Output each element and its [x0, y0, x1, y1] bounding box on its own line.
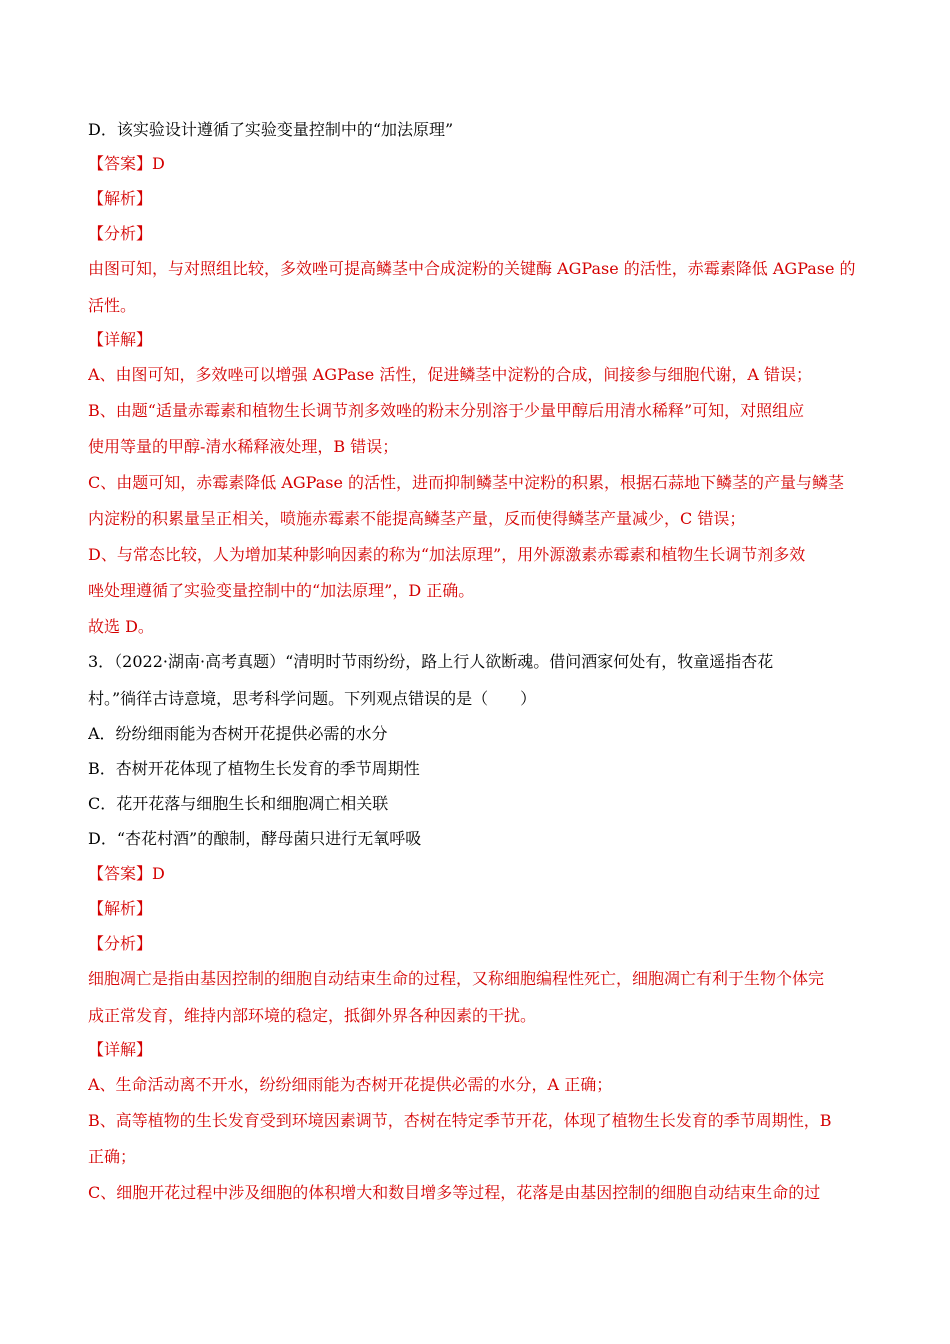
q3-answer-line	[88, 863, 864, 885]
q3-detail-b-line-2: 正确；	[88, 1147, 137, 1166]
q3-option-d: D．“杏花村酒”的酿制，酵母菌只进行无氧呼吸	[88, 829, 422, 848]
answer-value: D	[152, 864, 165, 883]
q2-detail-c-line-1: C、由题可知，赤霉素降低 AGPase 的活性，进而抑制鳞茎中淀粉的积累，根据石蒜地下鳞茎的产量与鳞茎	[88, 473, 845, 492]
q3-detail-b-line-1: B、高等植物的生长发育受到环境因素调节，杏树在特定季节开花，体现了植物生长发育的季节周期性，B	[88, 1111, 832, 1130]
q2-detail-c-line-2: 内淀粉的积累量呈正相关，喷施赤霉素不能提高鳞茎产量，反而使得鳞茎产量减少，C 错误；	[88, 509, 746, 528]
q2-detail-a: A、由图可知，多效唑可以增强 AGPase 活性，促进鳞茎中淀粉的合成，间接参与细胞代谢，A 错误；	[88, 365, 812, 384]
q3-option-b: B．杏树开花体现了植物生长发育的季节周期性	[88, 759, 420, 778]
q2-analysis-line-1: 由图可知，与对照组比较，多效唑可提高鳞茎中合成淀粉的关键酶 AGPase 的活性，赤霉素降低 AGPase 的	[88, 259, 856, 278]
answer-tag: 【答案】	[88, 154, 153, 173]
q3-detail-c-line-1: C、细胞开花过程中涉及细胞的体积增大和数目增多等过程，花落是由基因控制的细胞自动结束生命的过	[88, 1183, 821, 1202]
q3-analysis-line-1: 细胞凋亡是指由基因控制的细胞自动结束生命的过程，又称细胞编程性死亡，细胞凋亡有利于生物个体完	[88, 969, 825, 988]
q2-fenxi-tag: 【分析】	[88, 224, 153, 243]
q2-answer-line	[88, 153, 864, 175]
q3-analysis-line-2: 成正常发育，维持内部环境的稳定，抵御外界各种因素的干扰。	[88, 1006, 537, 1025]
q2-jiexi-tag: 【解析】	[88, 189, 153, 208]
answer-value: D	[152, 154, 165, 173]
q2-detail-b-line-2: 使用等量的甲醇-清水稀释液处理，B 错误；	[88, 437, 399, 456]
q3-stem-line-1: 3．（2022·湖南·高考真题）“清明时节雨纷纷，路上行人欲断魂。借问酒家何处有，牧童遥指杏花	[88, 652, 774, 671]
q2-detail-d-line-1: D、与常态比较，人为增加某种影响因素的称为“加法原理”，用外源激素赤霉素和植物生长调节剂多效	[88, 545, 806, 564]
q3-option-c: C．花开花落与细胞生长和细胞凋亡相关联	[88, 794, 389, 813]
q3-fenxi-tag: 【分析】	[88, 934, 153, 953]
q3-option-a: A．纷纷细雨能为杏树开花提供必需的水分	[88, 724, 388, 743]
q2-conclusion: 故选 D。	[88, 617, 154, 636]
q3-stem-line-2: 村。”徜徉古诗意境，思考科学问题。下列观点错误的是（ ）	[88, 689, 537, 708]
q2-detail-b-line-1: B、由题“适量赤霉素和植物生长调节剂多效唑的粉末分别溶于少量甲醇后用清水稀释”可知，对照组应	[88, 401, 805, 420]
q3-jiexi-tag: 【解析】	[88, 899, 153, 918]
q2-detail-d-line-2: 唑处理遵循了实验变量控制中的“加法原理”，D 正确。	[88, 581, 475, 600]
q3-detail-a: A、生命活动离不开水，纷纷细雨能为杏树开花提供必需的水分，A 正确；	[88, 1075, 613, 1094]
q2-option-d: D．该实验设计遵循了实验变量控制中的“加法原理”	[88, 120, 454, 139]
q3-xiangjie-tag: 【详解】	[88, 1040, 153, 1059]
q2-analysis-line-2: 活性。	[88, 296, 137, 315]
answer-tag: 【答案】	[88, 864, 153, 883]
q2-xiangjie-tag: 【详解】	[88, 330, 153, 349]
